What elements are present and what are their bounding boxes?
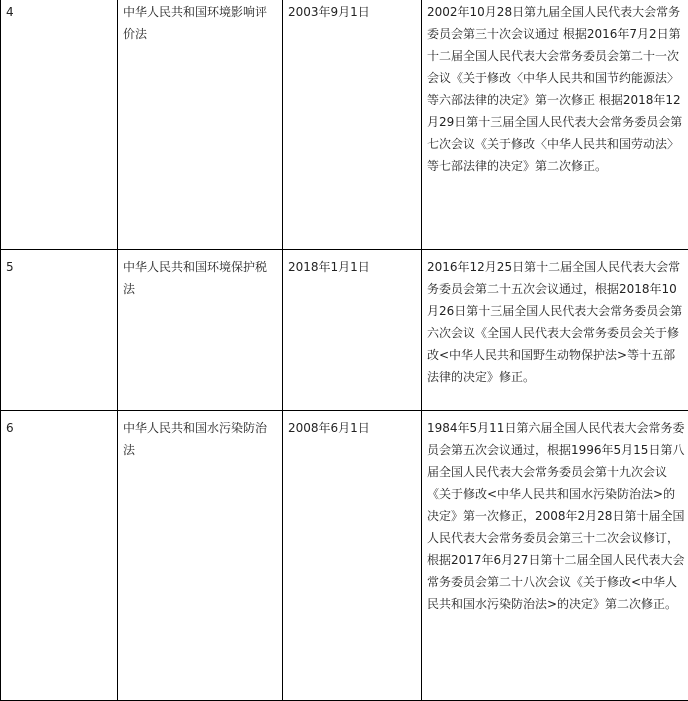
history-cell <box>422 0 688 250</box>
row-number: 5 <box>6 256 112 278</box>
effective-date: 2008年6月1日 <box>288 417 416 439</box>
law-name-cell <box>118 250 283 411</box>
table-row <box>1 250 688 411</box>
table-row <box>1 411 688 701</box>
effective-date-cell <box>283 0 422 250</box>
effective-date: 2018年1月1日 <box>288 256 416 278</box>
history-cell <box>422 250 688 411</box>
row-number: 6 <box>6 417 112 439</box>
amendment-history: 2016年12月25日第十二届全国人民代表大会常务委员会第二十五次会议通过，根据2018年10月26日第十三届全国人民代表大会常务委员会第六次会议《全国人民代表大会常务委员会关于修改<中华人民共和国野生动物保护法>等十五部法律的决定》修正。 <box>427 256 685 388</box>
row-number-cell <box>1 0 118 250</box>
law-name: 中华人民共和国环境影响评价法 <box>123 1 275 45</box>
amendment-history: 1984年5月11日第六届全国人民代表大会常务委员会第五次会议通过，根据1996年5月15日第八届全国人民代表大会常务委员会第十九次会议《关于修改<中华人民共和国水污染防治法>的决定》第一次修正，2008年2月28日第十届全国人民代表大会常务委员会第三十二次会议修订，根据2017年6月27日第十二届全国人民代表大会常务委员会第二十八次会议《关于修改<中华人民共和国水污染防治法>的决定》第二次修正。 <box>427 417 685 615</box>
row-number-cell <box>1 250 118 411</box>
table-row <box>1 0 688 250</box>
law-name-cell <box>118 0 283 250</box>
law-name: 中华人民共和国水污染防治法 <box>123 417 275 461</box>
row-number: 4 <box>6 1 112 23</box>
effective-date-cell <box>283 250 422 411</box>
effective-date: 2003年9月1日 <box>288 1 416 23</box>
history-cell <box>422 411 688 701</box>
law-name-cell <box>118 411 283 701</box>
effective-date-cell <box>283 411 422 701</box>
row-number-cell <box>1 411 118 701</box>
amendment-history: 2002年10月28日第九届全国人民代表大会常务委员会第三十次会议通过 根据2016年7月2日第十二届全国人民代表大会常务委员会第二十一次会议《关于修改〈中华人民共和国节约能源法〉等六部法律的决定》第一次修正 根据2018年12月29日第十三届全国人民代表大会常务委员会第七次会议《关于修改〈中华人民共和国劳动法〉等七部法律的决定》第二次修正。 <box>427 1 685 177</box>
law-name: 中华人民共和国环境保护税法 <box>123 256 275 300</box>
